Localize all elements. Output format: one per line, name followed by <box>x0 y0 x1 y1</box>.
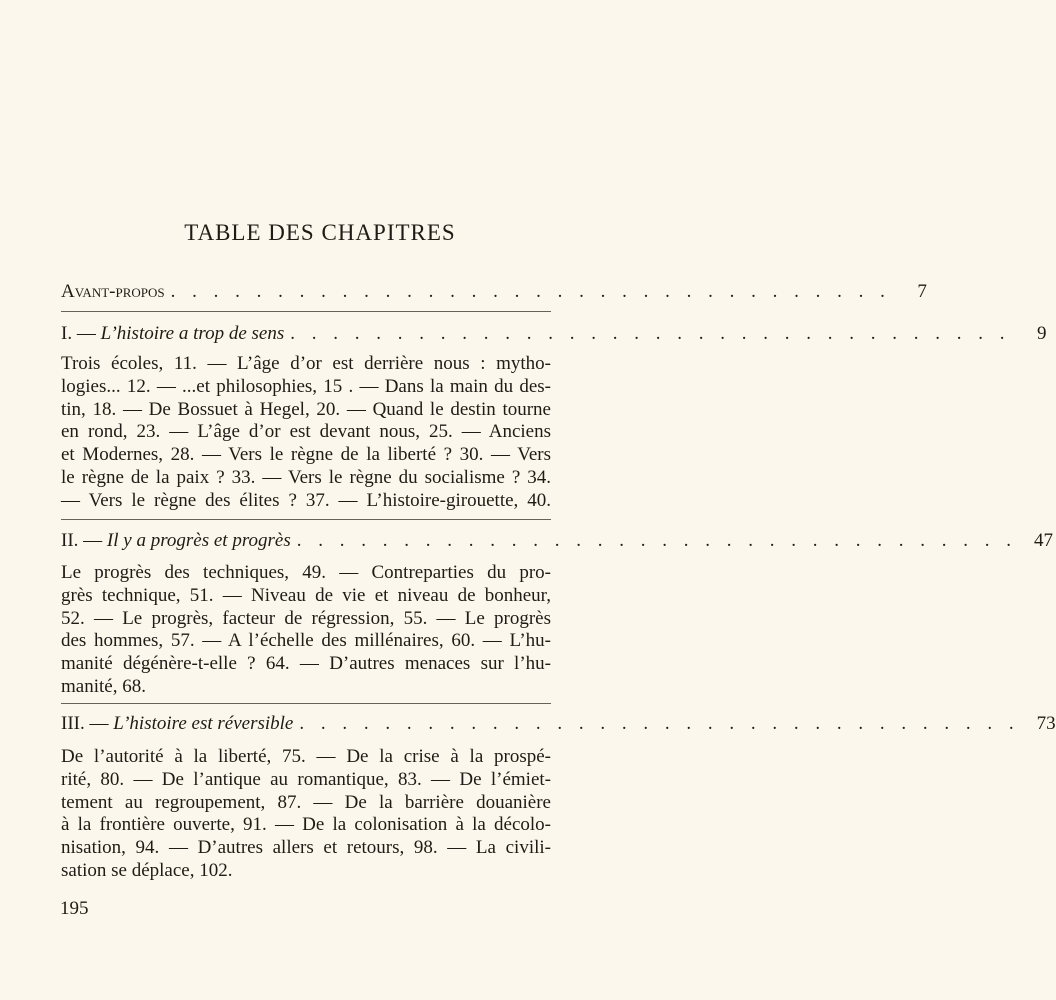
summary-line: des hommes, 57. — A l’échelle des millénaires, 60. — L’hu- <box>61 630 551 652</box>
summary-line: nisation, 94. — D’autres allers et retours, 98. — La civili- <box>61 837 551 859</box>
summary-line: tin, 18. — De Bossuet à Hegel, 20. — Quand le destin tourne <box>61 398 551 420</box>
summary-line: en rond, 23. — L’âge d’or est devant nous, 25. — Anciens <box>61 421 551 443</box>
toc-entry-label <box>61 713 293 735</box>
toc-entry-label <box>61 530 291 552</box>
summary-line: à la frontière ouverte, 91. — De la colonisation à la décolo- <box>61 814 551 836</box>
dot-leader: . . . . . . . . . . . . . . . . . . . . . . . . . . . . . . . . . . <box>296 530 1017 551</box>
chapter-summary <box>61 562 551 699</box>
chapter-numeral: I. — <box>61 323 101 344</box>
dot-leader: . . . . . . . . . . . . . . . . . . . . . . . . . . . . . . . . . . <box>299 713 1020 734</box>
toc-entry-chapter-1 <box>61 323 1047 345</box>
summary-line: 52. — Le progrès, facteur de régression, 55. — Le progrès <box>61 607 551 629</box>
divider <box>61 519 551 520</box>
summary-line: manité dégénère-t-elle ? 64. — D’autres menaces sur l’hu- <box>61 653 551 675</box>
page-number: 195 <box>60 898 89 919</box>
toc-page-number: 73 <box>1036 713 1056 734</box>
divider <box>61 311 551 312</box>
toc-entry-chapter-2 <box>61 530 1053 552</box>
toc-page-number: 9 <box>1037 323 1047 344</box>
summary-line: et Modernes, 28. — Vers le règne de la liberté ? 30. — Vers <box>61 444 551 466</box>
summary-line: Trois écoles, 11. — L’âge d’or est derrière nous : mytho- <box>61 353 551 374</box>
toc-page-number: 7 <box>917 281 927 302</box>
summary-line: sation se déplace, 102. <box>61 859 233 881</box>
chapter-numeral: II. — <box>61 530 107 551</box>
toc-entry-avant-propos <box>61 281 927 303</box>
summary-line: manité, 68. <box>61 675 146 697</box>
summary-line: logies... 12. — ...et philosophies, 15 . — Dans la main du des- <box>61 375 551 397</box>
chapter-title: Il y a progrès et progrès <box>106 530 291 551</box>
summary-line: — Vers le règne des élites ? 37. — L’histoire-girouette, 40. <box>61 489 551 511</box>
summary-line: De l’autorité à la liberté, 75. — De la crise à la prospé- <box>61 746 551 767</box>
summary-line: le règne de la paix ? 33. — Vers le règne du socialisme ? 34. <box>61 466 551 488</box>
page-title: TABLE DES CHAPITRES <box>184 220 456 245</box>
summary-line: rité, 80. — De l’antique au romantique, 83. — De l’émiet- <box>61 768 551 790</box>
summary-line: grès technique, 51. — Niveau de vie et niveau de bonheur, <box>61 584 551 606</box>
toc-page-number: 47 <box>1033 530 1053 551</box>
chapter-summary <box>61 746 551 883</box>
toc-entry-label <box>61 323 284 345</box>
dot-leader: . . . . . . . . . . . . . . . . . . . . . . . . . . . . . . . . . . <box>170 281 891 302</box>
chapter-summary <box>61 353 551 513</box>
dot-leader: . . . . . . . . . . . . . . . . . . . . . . . . . . . . . . . . . . <box>290 323 1011 344</box>
divider <box>61 703 551 704</box>
summary-line: Le progrès des techniques, 49. — Contreparties du pro- <box>61 562 551 583</box>
toc-entry-chapter-3 <box>61 713 1056 735</box>
toc-entry-label: Avant-propos <box>61 281 165 302</box>
summary-line: tement au regroupement, 87. — De la barrière douanière <box>61 791 551 813</box>
chapter-title: L’histoire a trop de sens <box>100 323 285 344</box>
chapter-numeral: III. — <box>61 713 114 734</box>
chapter-title: L’histoire est réversible <box>113 713 294 734</box>
